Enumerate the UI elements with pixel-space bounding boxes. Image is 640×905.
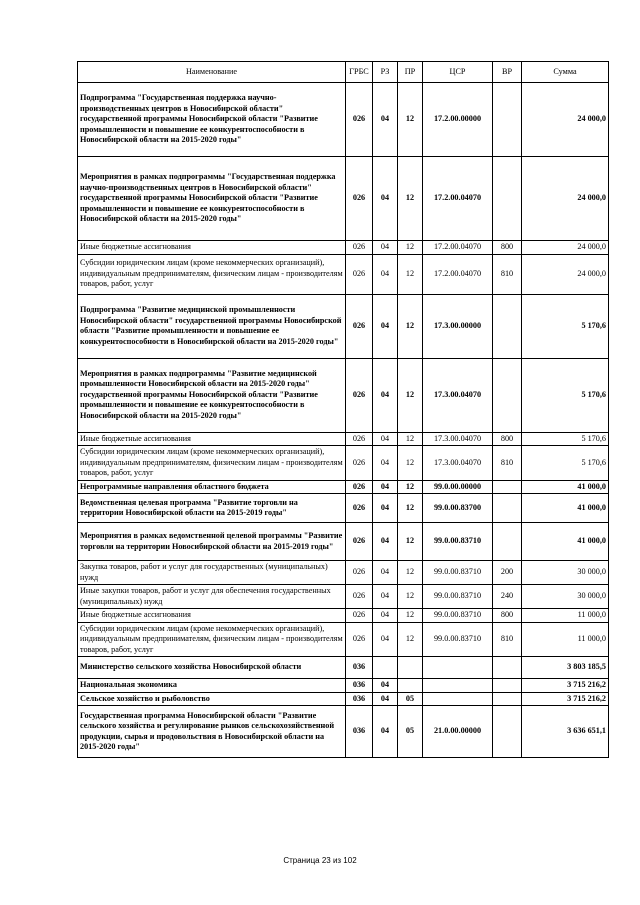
cell-name: Государственная программа Новосибирской области "Развитие сельского хозяйства и регулирование рынков сельскохозяйственной продукции, сырья и продовольствия в Новосибирской области на 2015-2020 годы" (78, 706, 346, 758)
cell-vr (493, 679, 522, 693)
cell-pr: 12 (398, 494, 423, 523)
table-row (78, 254, 609, 294)
cell-pr: 12 (398, 241, 423, 255)
cell-name: Субсидии юридическим лицам (кроме некоммерческих организаций), индивидуальным предпринимателям, физическим лицам - производителям товаров, работ, услуг (78, 446, 346, 481)
cell-csr: 17.2.00.04070 (423, 254, 493, 294)
cell-pr: 05 (398, 706, 423, 758)
cell-rz: 04 (373, 494, 398, 523)
cell-name: Ведомственная целевая программа "Развитие торговли на территории Новосибирской области на 2015-2019 годы" (78, 494, 346, 523)
cell-pr: 12 (398, 523, 423, 561)
header-csr: ЦСР (423, 62, 493, 83)
cell-csr: 99.0.00.83710 (423, 585, 493, 609)
cell-csr (423, 657, 493, 679)
cell-csr: 99.0.00.83710 (423, 561, 493, 585)
cell-csr (423, 692, 493, 706)
cell-pr: 12 (398, 83, 423, 157)
cell-pr: 05 (398, 692, 423, 706)
cell-grbs: 026 (346, 480, 373, 494)
cell-name: Непрограммные направления областного бюджета (78, 480, 346, 494)
cell-pr: 12 (398, 561, 423, 585)
cell-rz: 04 (373, 692, 398, 706)
cell-sum: 30 000,0 (522, 585, 609, 609)
header-pr: ПР (398, 62, 423, 83)
cell-vr (493, 83, 522, 157)
cell-grbs: 026 (346, 561, 373, 585)
cell-sum: 5 170,6 (522, 294, 609, 358)
cell-name: Мероприятия в рамках подпрограммы "Государственная поддержка научно-производственных центров в Новосибирской области" государственной программы Новосибирской области "Развитие промышленности и повышение ее конкурентоспособности в Новосибирской области на 2015-2020 годы" (78, 157, 346, 241)
cell-sum: 41 000,0 (522, 523, 609, 561)
table-row (78, 294, 609, 358)
table-row (78, 358, 609, 432)
cell-pr: 12 (398, 622, 423, 657)
cell-rz: 04 (373, 83, 398, 157)
cell-sum: 5 170,6 (522, 446, 609, 481)
cell-name: Иные закупки товаров, работ и услуг для обеспечения государственных (муниципальных) нужд (78, 585, 346, 609)
table-row (78, 480, 609, 494)
table-body (78, 83, 609, 758)
cell-name: Мероприятия в рамках ведомственной целевой программы "Развитие торговли на территории Новосибирской области на 2015-2019 годы" (78, 523, 346, 561)
cell-rz: 04 (373, 561, 398, 585)
cell-csr (423, 679, 493, 693)
cell-vr (493, 480, 522, 494)
cell-csr: 99.0.00.83700 (423, 494, 493, 523)
cell-grbs: 026 (346, 157, 373, 241)
cell-csr: 99.0.00.83710 (423, 523, 493, 561)
header-sum: Сумма (522, 62, 609, 83)
cell-grbs: 026 (346, 523, 373, 561)
cell-rz: 04 (373, 523, 398, 561)
cell-rz: 04 (373, 480, 398, 494)
cell-sum: 24 000,0 (522, 241, 609, 255)
cell-grbs: 026 (346, 294, 373, 358)
budget-table (77, 61, 609, 758)
cell-rz: 04 (373, 157, 398, 241)
table-row (78, 523, 609, 561)
cell-rz: 04 (373, 609, 398, 623)
table-row (78, 83, 609, 157)
cell-name: Национальная экономика (78, 679, 346, 693)
cell-vr: 800 (493, 241, 522, 255)
cell-name: Подпрограмма "Государственная поддержка научно-производственных центров в Новосибирской области" государственной программы Новосибирской области "Развитие промышленности и повышение ее конкурентоспособности в Новосибирской области на 2015-2020 годы" (78, 83, 346, 157)
table-header-row (78, 62, 609, 83)
cell-rz: 04 (373, 622, 398, 657)
table-row (78, 561, 609, 585)
header-name: Наименование (78, 62, 346, 83)
cell-sum: 3 636 651,1 (522, 706, 609, 758)
table-row (78, 446, 609, 481)
cell-sum: 41 000,0 (522, 494, 609, 523)
cell-grbs: 026 (346, 585, 373, 609)
cell-vr (493, 494, 522, 523)
table-row (78, 432, 609, 446)
cell-csr: 21.0.00.00000 (423, 706, 493, 758)
table-row (78, 692, 609, 706)
cell-pr (398, 657, 423, 679)
cell-sum: 3 715 216,2 (522, 679, 609, 693)
cell-vr: 200 (493, 561, 522, 585)
cell-pr: 12 (398, 358, 423, 432)
cell-name: Министерство сельского хозяйства Новосибирской области (78, 657, 346, 679)
cell-name: Сельское хозяйство и рыболовство (78, 692, 346, 706)
cell-csr: 17.2.00.04070 (423, 241, 493, 255)
cell-vr (493, 157, 522, 241)
cell-sum: 24 000,0 (522, 157, 609, 241)
table-row (78, 609, 609, 623)
cell-pr: 12 (398, 432, 423, 446)
cell-vr (493, 358, 522, 432)
cell-csr: 17.2.00.00000 (423, 83, 493, 157)
cell-pr: 12 (398, 446, 423, 481)
cell-csr: 99.0.00.83710 (423, 622, 493, 657)
cell-name: Подпрограмма "Развитие медицинской промышленности Новосибирской области" государственной программы Новосибирской области "Развитие промышленности и повышение ее конкурентоспособности в Новосибирской области на 2015-2020 годы" (78, 294, 346, 358)
cell-csr: 99.0.00.83710 (423, 609, 493, 623)
cell-pr: 12 (398, 254, 423, 294)
cell-vr (493, 523, 522, 561)
cell-rz: 04 (373, 254, 398, 294)
cell-grbs: 036 (346, 657, 373, 679)
cell-grbs: 026 (346, 494, 373, 523)
cell-grbs: 036 (346, 679, 373, 693)
cell-rz: 04 (373, 446, 398, 481)
cell-rz: 04 (373, 358, 398, 432)
cell-pr: 12 (398, 480, 423, 494)
cell-grbs: 026 (346, 609, 373, 623)
cell-grbs: 026 (346, 254, 373, 294)
cell-name: Иные бюджетные ассигнования (78, 241, 346, 255)
cell-sum: 11 000,0 (522, 609, 609, 623)
cell-rz: 04 (373, 679, 398, 693)
header-grbs: ГРБС (346, 62, 373, 83)
cell-rz: 04 (373, 241, 398, 255)
table-row (78, 585, 609, 609)
header-vr: ВР (493, 62, 522, 83)
cell-vr: 240 (493, 585, 522, 609)
table-row (78, 157, 609, 241)
cell-vr: 800 (493, 432, 522, 446)
cell-pr: 12 (398, 157, 423, 241)
cell-rz: 04 (373, 706, 398, 758)
cell-name: Иные бюджетные ассигнования (78, 609, 346, 623)
cell-rz (373, 657, 398, 679)
cell-vr (493, 692, 522, 706)
table-row (78, 622, 609, 657)
cell-pr: 12 (398, 585, 423, 609)
table-row (78, 494, 609, 523)
table-row (78, 679, 609, 693)
cell-pr: 12 (398, 294, 423, 358)
cell-grbs: 026 (346, 241, 373, 255)
cell-csr: 17.3.00.04070 (423, 358, 493, 432)
cell-csr: 17.2.00.04070 (423, 157, 493, 241)
cell-name: Субсидии юридическим лицам (кроме некоммерческих организаций), индивидуальным предпринимателям, физическим лицам - производителям товаров, работ, услуг (78, 622, 346, 657)
cell-csr: 99.0.00.00000 (423, 480, 493, 494)
table-row (78, 706, 609, 758)
cell-sum: 5 170,6 (522, 432, 609, 446)
cell-grbs: 026 (346, 446, 373, 481)
cell-csr: 17.3.00.00000 (423, 294, 493, 358)
cell-name: Субсидии юридическим лицам (кроме некоммерческих организаций), индивидуальным предпринимателям, физическим лицам - производителям товаров, работ, услуг (78, 254, 346, 294)
cell-name: Закупка товаров, работ и услуг для государственных (муниципальных) нужд (78, 561, 346, 585)
cell-grbs: 026 (346, 358, 373, 432)
cell-csr: 17.3.00.04070 (423, 446, 493, 481)
cell-vr (493, 706, 522, 758)
cell-sum: 41 000,0 (522, 480, 609, 494)
cell-pr: 12 (398, 609, 423, 623)
cell-name: Мероприятия в рамках подпрограммы "Развитие медицинской промышленности Новосибирской области на 2015-2020 годы" государственной программы Новосибирской области "Развитие промышленности и повышение ее конкурентоспособности в Новосибирской области на 2015-2020 годы" (78, 358, 346, 432)
header-rz: РЗ (373, 62, 398, 83)
cell-name: Иные бюджетные ассигнования (78, 432, 346, 446)
table-row (78, 657, 609, 679)
cell-sum: 3 803 185,5 (522, 657, 609, 679)
table-row (78, 241, 609, 255)
cell-vr: 810 (493, 446, 522, 481)
cell-grbs: 036 (346, 692, 373, 706)
cell-rz: 04 (373, 585, 398, 609)
cell-vr (493, 294, 522, 358)
cell-csr: 17.3.00.04070 (423, 432, 493, 446)
cell-sum: 30 000,0 (522, 561, 609, 585)
cell-grbs: 026 (346, 83, 373, 157)
cell-rz: 04 (373, 432, 398, 446)
cell-vr: 800 (493, 609, 522, 623)
cell-grbs: 026 (346, 432, 373, 446)
cell-sum: 3 715 216,2 (522, 692, 609, 706)
cell-vr: 810 (493, 622, 522, 657)
page-number: Страница 23 из 102 (283, 856, 357, 865)
cell-grbs: 026 (346, 622, 373, 657)
cell-sum: 24 000,0 (522, 83, 609, 157)
cell-grbs: 036 (346, 706, 373, 758)
cell-sum: 5 170,6 (522, 358, 609, 432)
cell-sum: 24 000,0 (522, 254, 609, 294)
cell-sum: 11 000,0 (522, 622, 609, 657)
cell-pr (398, 679, 423, 693)
cell-vr: 810 (493, 254, 522, 294)
cell-rz: 04 (373, 294, 398, 358)
cell-vr (493, 657, 522, 679)
